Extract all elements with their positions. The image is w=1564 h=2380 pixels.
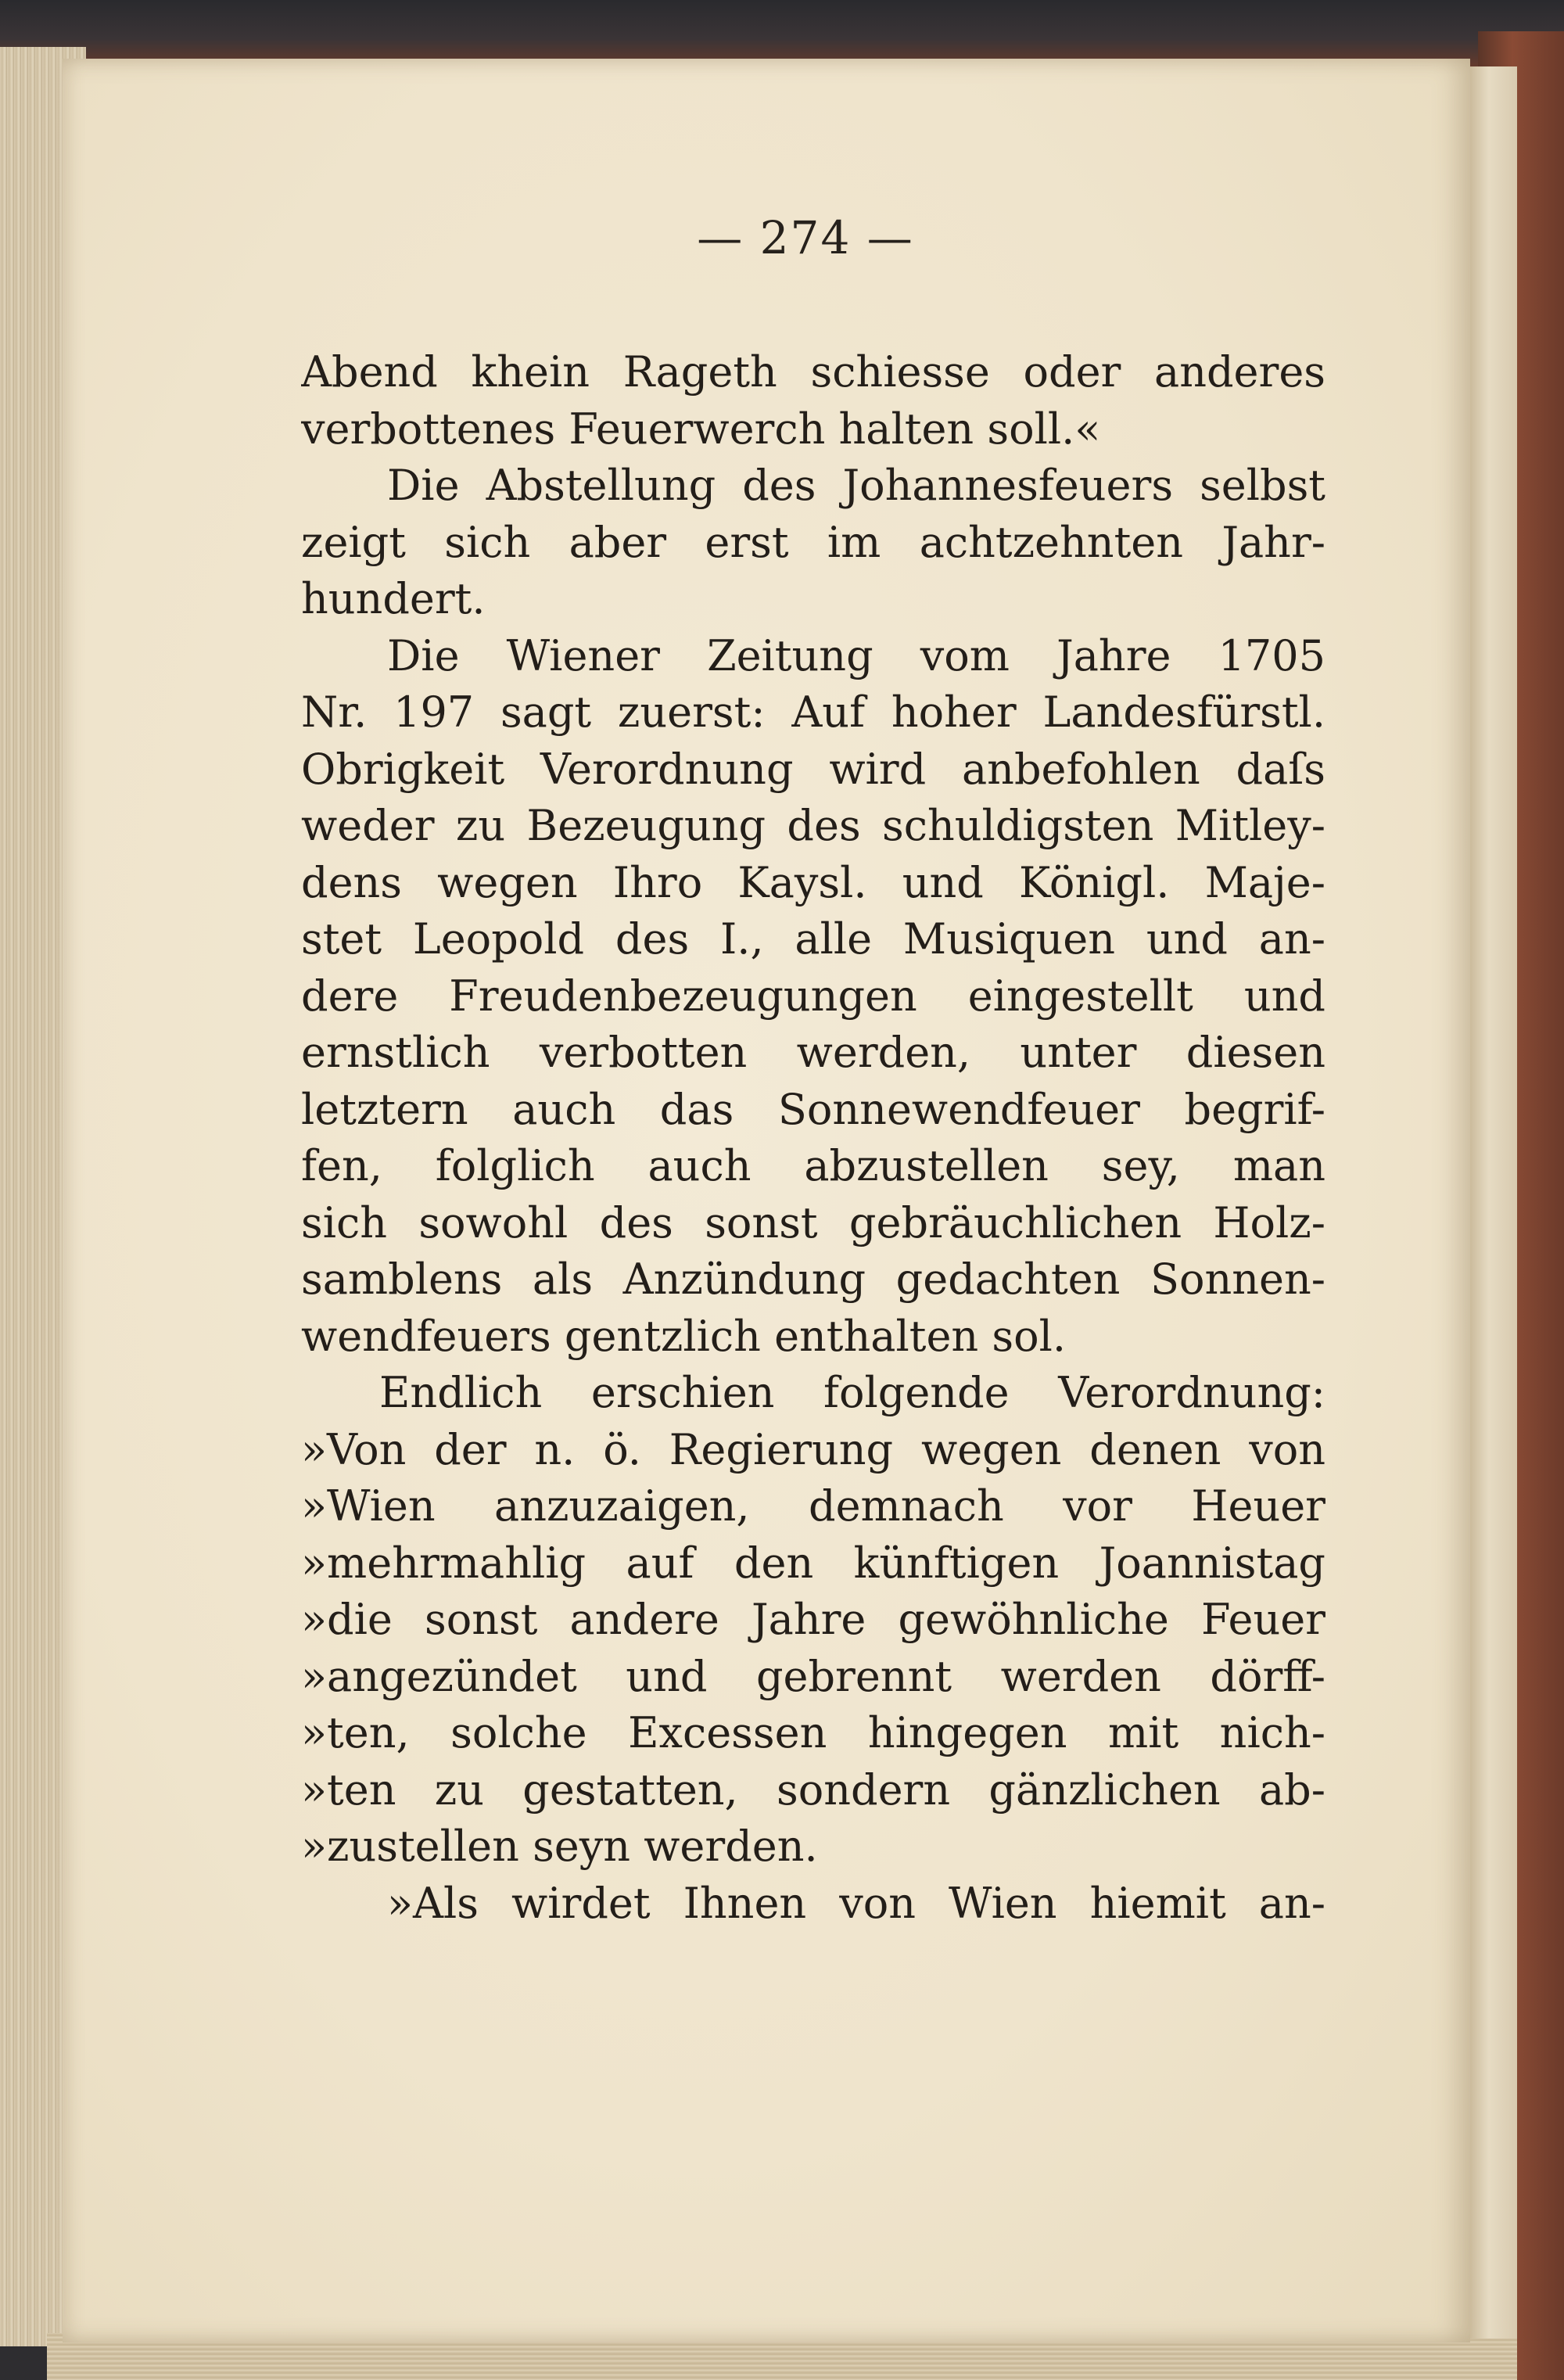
text-line: ernstlich verbotten werden, unter diesen [301,1028,1325,1077]
text-line: dens wegen Ihro Kaysl. und Königl. Maje- [301,857,1325,907]
text-line: Abend khein Rageth schiesse oder anderes [301,347,1325,397]
facing-page-edge [1470,66,1517,2339]
page-body-text [301,344,1325,1932]
text-line: stet Leopold des I., alle Musiquen und an- [301,914,1325,964]
text-line: »Von der n. ö. Regierung wegen denen von [301,1424,1325,1474]
text-line: »ten zu gestatten, sondern gänzlichen ab- [301,1764,1325,1815]
text-line: hundert. [301,574,486,623]
text-line: Die Abstellung des Johannesfeuers selbst [387,461,1325,510]
text-line: fen, folglich auch abzustellen sey, man [301,1141,1325,1190]
text-line: »ten, solche Excessen hingegen mit nich- [301,1708,1325,1757]
text-line: »angezündet und gebrennt werden dörff- [301,1651,1325,1701]
text-line: »Wien anzuzaigen, demnach vor Heuer [301,1481,1325,1531]
text-line: »die sonst andere Jahre gewöhnliche Feuer [301,1595,1325,1644]
text-line: samblens als Anzündung gedachten Sonnen- [301,1255,1325,1304]
text-line: verbottenes Feuerwerch halten soll.« [301,404,1101,454]
text-line: »mehrmahlig auf den künftigen Joannistag [301,1538,1325,1588]
text-line: dere Freudenbezeugungen eingestellt und [301,971,1325,1021]
page-number: — 274 — [697,211,914,264]
text-line: zeigt sich aber erst im achtzehnten Jahr- [301,517,1325,567]
text-line: »zustellen seyn werden. [301,1822,818,1871]
text-line: »Als wirdet Ihnen von Wien hiemit an- [387,1878,1325,1928]
text-line: wendfeuers gentzlich enthalten sol. [301,1311,1067,1361]
text-line: Nr. 197 sagt zuerst: Auf hoher Landesfürstl. [301,687,1325,737]
text-line: Obrigkeit Verordnung wird anbefohlen daſs [301,744,1325,794]
text-line: letztern auch das Sonnewendfeuer begrif- [301,1084,1325,1134]
text-line: Endlich erschien folgende Verordnung: [379,1368,1325,1417]
text-line: Die Wiener Zeitung vom Jahre 1705 [387,630,1325,680]
text-line: sich sowohl des sonst gebräuchlichen Holz- [301,1197,1325,1247]
text-line: weder zu Bezeugung des schuldigsten Mitley- [301,801,1325,850]
